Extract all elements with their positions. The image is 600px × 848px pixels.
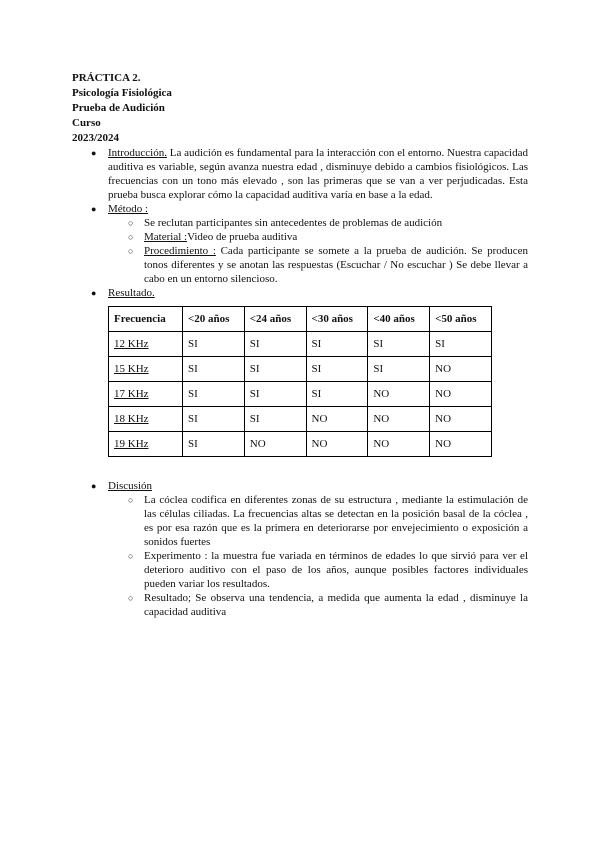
table-cell: SI [182,407,244,432]
method-item [108,230,528,244]
discussion-label: Discusión [108,480,152,492]
circle-bullet-icon: ○ [128,218,134,228]
document-page [72,71,528,619]
table-header-cell: <20 años [182,307,244,332]
title-test: Prueba de Audición [72,102,165,114]
table-row [109,357,492,382]
table-cell: SI [430,332,492,357]
table-cell: NO [368,407,430,432]
table-cell: NO [430,382,492,407]
table-row [109,432,492,457]
table-cell: NO [430,407,492,432]
table-cell: SI [182,432,244,457]
discussion-item [108,549,528,591]
frequency-cell: 19 KHz [109,432,183,457]
title-practica: PRÁCTICA 2. [72,72,141,84]
table-header-cell: <30 años [306,307,368,332]
bullet-icon: ● [91,481,97,491]
table-cell: NO [430,432,492,457]
discussion-item [108,493,528,549]
table-cell: SI [182,382,244,407]
section-introduction [72,146,528,202]
section-method [72,202,528,216]
circle-bullet-icon: ○ [128,232,134,242]
title-course-label: Curso [72,117,101,129]
hearing-results-table [108,306,492,457]
circle-bullet-icon: ○ [128,593,134,603]
title-subject: Psicología Fisiológica [72,87,172,99]
frequency-cell: 15 KHz [109,357,183,382]
result-label: Resultado. [108,287,155,299]
method-item-text: Se reclutan participantes sin antecedentes de problemas de audición [144,217,443,229]
bullet-icon: ● [91,204,97,214]
table-cell: SI [182,357,244,382]
table-header-cell: <40 años [368,307,430,332]
circle-bullet-icon: ○ [128,551,134,561]
table-cell: SI [306,382,368,407]
table-cell: NO [368,382,430,407]
section-discussion [72,479,528,493]
discussion-item-text: Resultado; Se observa una tendencia, a medida que aumenta la edad , disminuye la capacidad auditiva [144,592,528,618]
table-cell: NO [368,432,430,457]
table-row [109,382,492,407]
discussion-item [108,591,528,619]
table-cell: SI [368,332,430,357]
table-cell: SI [244,407,306,432]
title-year: 2023/2024 [72,132,120,144]
frequency-cell: 18 KHz [109,407,183,432]
table-cell: SI [306,357,368,382]
method-item-label: Procedimiento : [144,245,216,257]
table-cell: SI [368,357,430,382]
table-header-cell: Frecuencia [109,307,183,332]
table-cell: SI [244,332,306,357]
section-result [72,286,528,457]
method-item-text: Cada participante se somete a la prueba de audición. Se producen tonos diferentes y se anotan las respuestas (Escuchar / No escuchar ) Se debe llevar a cabo en un entorno silencioso. [144,245,528,285]
table-row [109,332,492,357]
table-cell: NO [306,407,368,432]
circle-bullet-icon: ○ [128,495,134,505]
table-header-row [109,307,492,332]
method-item-text: Video de prueba auditiva [187,231,298,243]
method-item [108,216,528,230]
table-row [109,407,492,432]
table-header-cell: <50 años [430,307,492,332]
table-header-cell: <24 años [244,307,306,332]
method-label: Método : [108,203,149,215]
table-cell: SI [182,332,244,357]
discussion-item-text: La cóclea codifica en diferentes zonas de su estructura , mediante la estimulación de las células ciliadas. La frecuencias altas se detectan en la posición basal de la cóclea , es por esa razón que es la primera en deteriorarse por envejecimiento o exposición a sonidos fuertes [144,494,528,548]
table-cell: NO [306,432,368,457]
introduction-text: La audición es fundamental para la interacción con el entorno. Nuestra capacidad auditiva es variable, según avanza nuestra edad , disminuye debido a cambios fisiológicos. Las frecuencias con un tono más elevado , son las primeras que se van a ver perjudicadas. Esta prueba busca explorar cómo la capacidad auditiva varía en base a la edad. [108,147,528,201]
introduction-label: Introducción. [108,147,167,159]
table-cell: NO [244,432,306,457]
bullet-icon: ● [91,148,97,158]
bullet-icon: ● [91,288,97,298]
method-item [108,244,528,286]
table-cell: SI [244,382,306,407]
method-item-label: Material : [144,231,188,243]
circle-bullet-icon: ○ [128,246,134,256]
table-cell: NO [430,357,492,382]
table-cell: SI [244,357,306,382]
frequency-cell: 12 KHz [109,332,183,357]
frequency-cell: 17 KHz [109,382,183,407]
table-cell: SI [306,332,368,357]
discussion-item-text: Experimento : la muestra fue variada en términos de edades lo que sirvió para ver el deterioro auditivo con el paso de los años, aunque posibles factores individuales pueden variar los resultados. [144,550,528,590]
